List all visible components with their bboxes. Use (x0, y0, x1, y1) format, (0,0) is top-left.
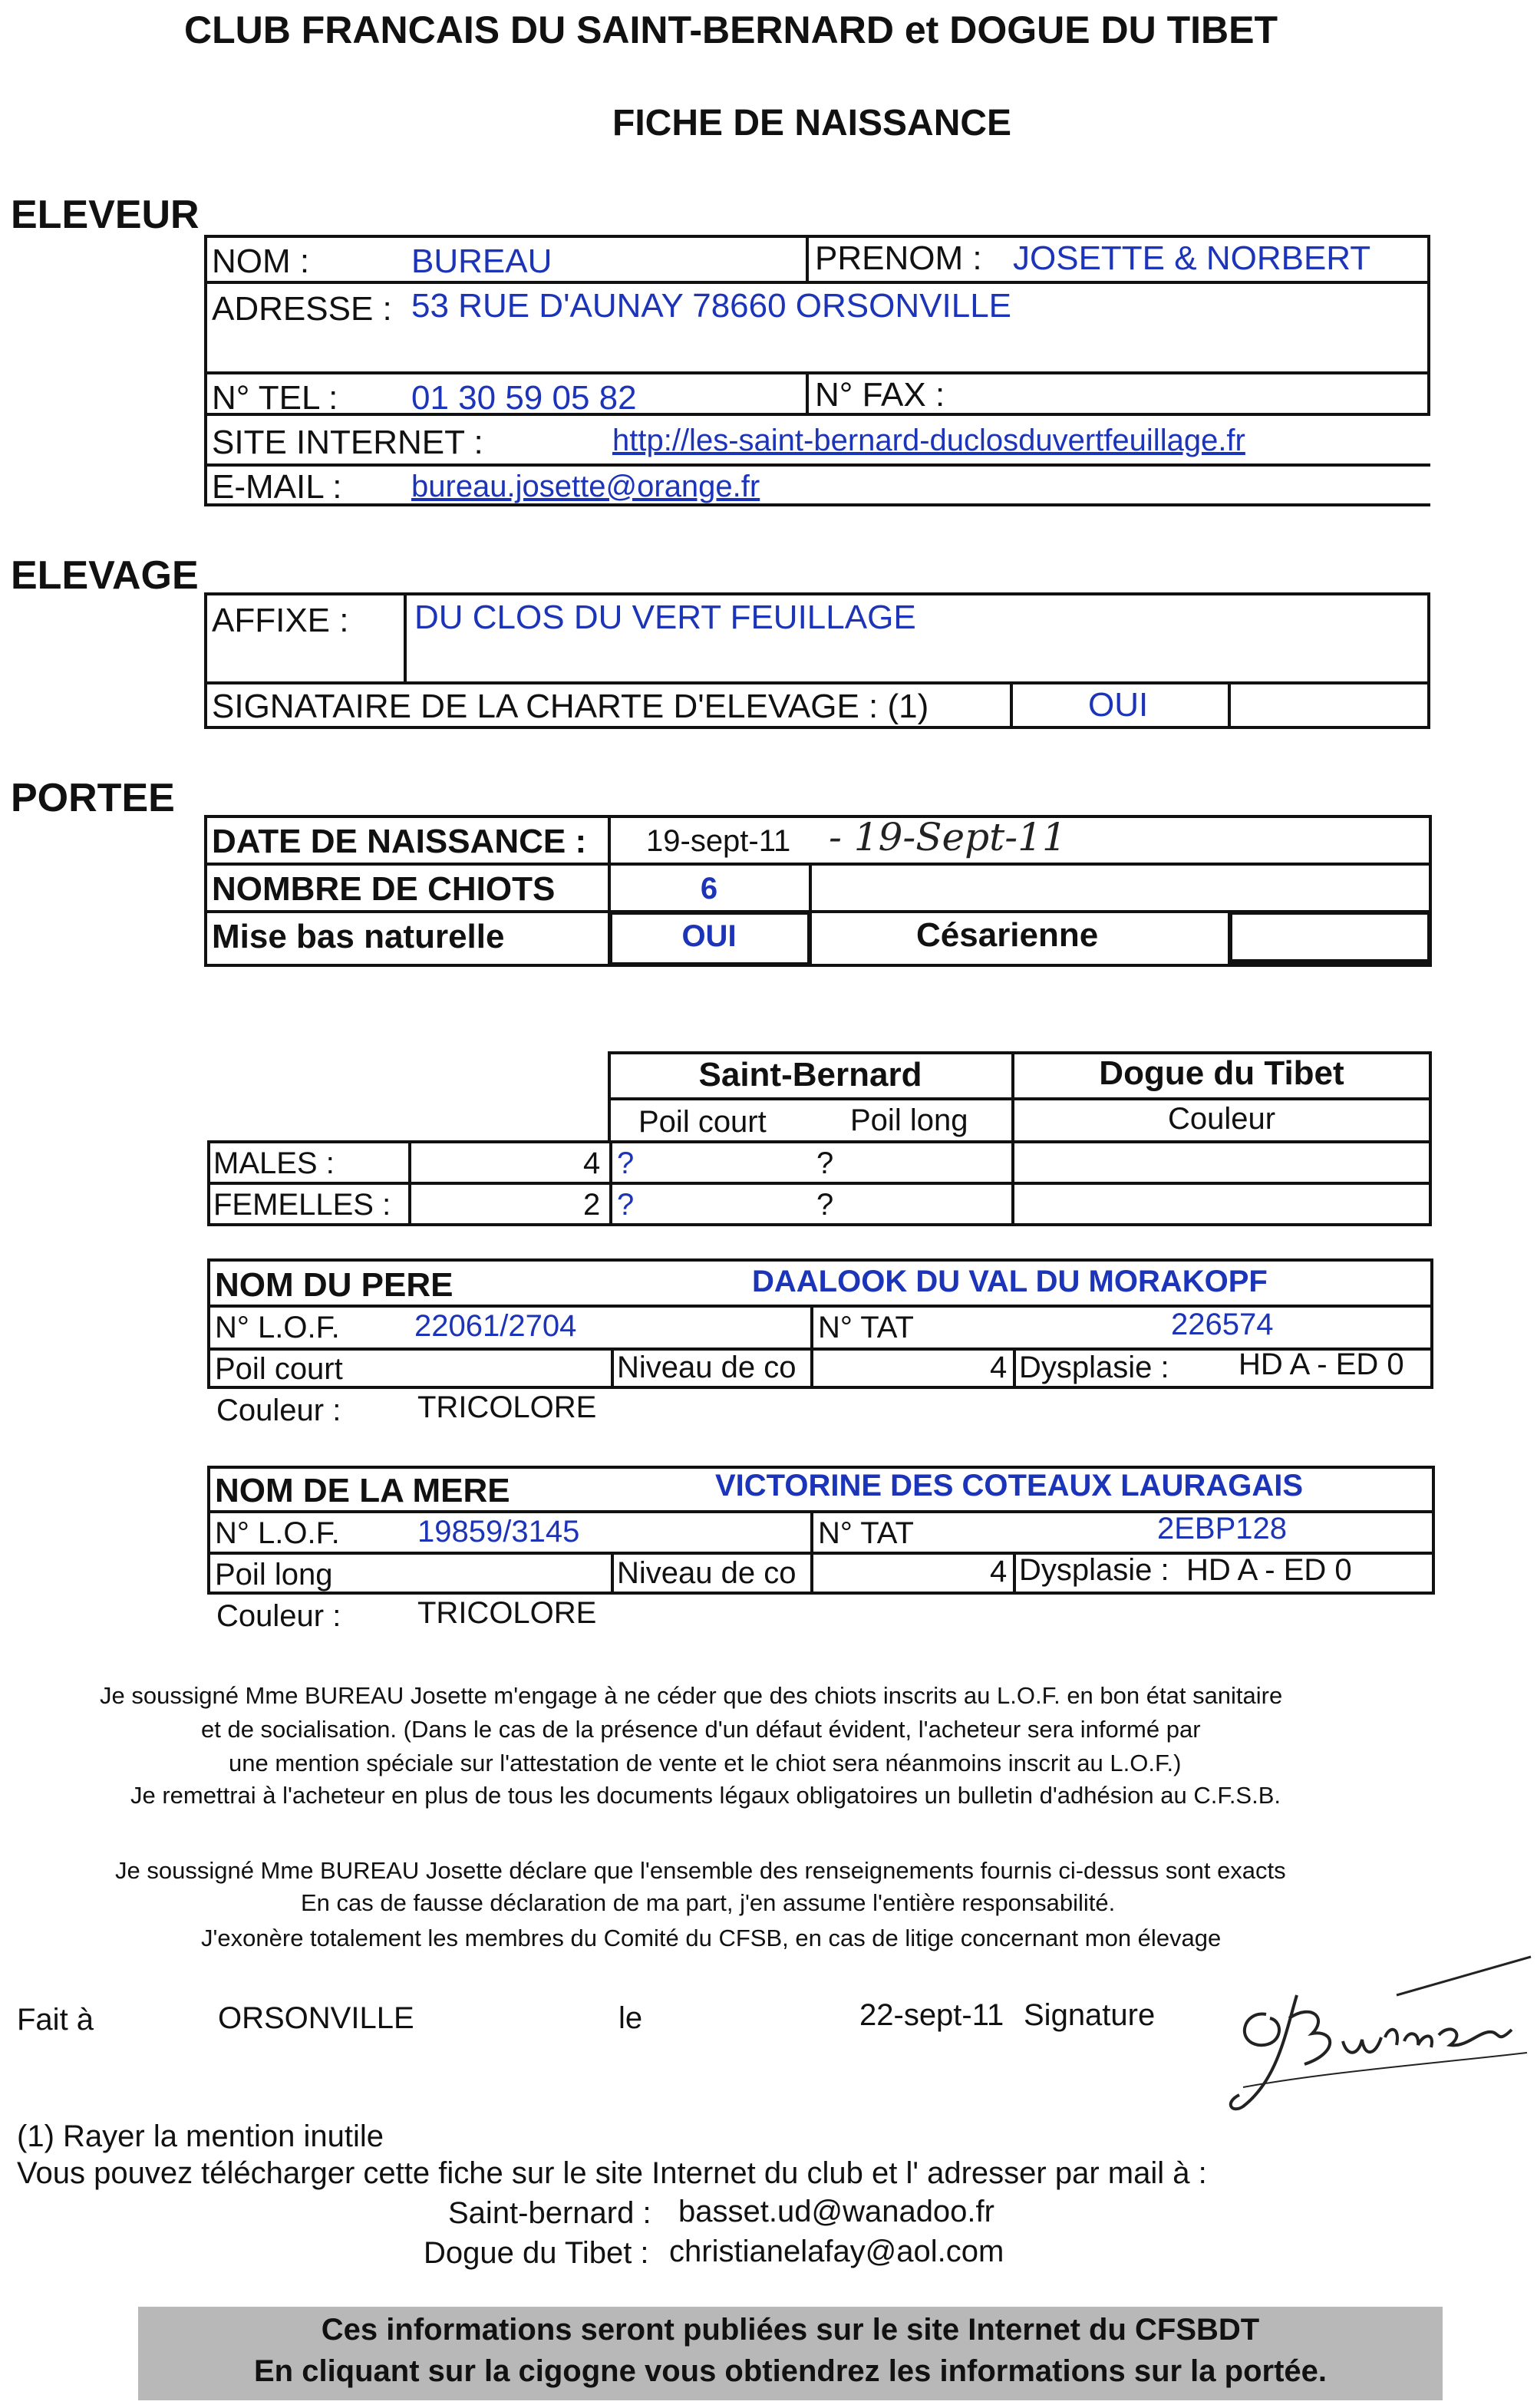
pere-dysplasie-label: Dysplasie : (1019, 1351, 1169, 1384)
pere-niveau-label: Niveau de co (617, 1351, 797, 1384)
engagement-line: Je soussigné Mme BUREAU Josette m'engage à ne céder que des chiots inscrits au L.O.F. en bon état sanitaire (100, 1682, 1283, 1709)
mere-tat: 2EBP128 (1157, 1512, 1288, 1545)
divider (806, 371, 809, 416)
section-elevage: ELEVAGE (11, 553, 199, 598)
divider (204, 371, 1430, 374)
divider (408, 1140, 411, 1226)
divider (204, 503, 1430, 506)
divider (608, 1097, 1432, 1100)
declaration-line: J'exonère totalement les membres du Comité du CFSB, en cas de litige concernant mon élevage (201, 1925, 1222, 1951)
couleur-header: Couleur (1167, 1102, 1276, 1136)
charte-value: OUI (1088, 686, 1149, 724)
cesarienne-cell (1228, 910, 1432, 964)
divider (204, 281, 1430, 284)
poil-long-header: Poil long (850, 1103, 968, 1137)
pere-dysplasie: HD A - ED 0 (1239, 1347, 1404, 1381)
engagement-line: Je remettrai à l'acheteur en plus de tous les documents légaux obligatoires un bulletin d'adhésion au C.F.S.B. (130, 1782, 1281, 1809)
naturelle-label: Mise bas naturelle (212, 918, 505, 955)
charte-label: SIGNATAIRE DE LA CHARTE D'ELEVAGE : (1) (212, 688, 929, 725)
divider (609, 1140, 612, 1226)
le-label: le (618, 2001, 643, 2035)
divider (204, 463, 1430, 467)
pere-niveau: 4 (990, 1351, 1008, 1384)
declaration-line: Je soussigné Mme BUREAU Josette déclare que l'ensemble des renseignements fournis ci-dessus sont exacts (115, 1857, 1286, 1884)
naturelle-value: OUI (681, 919, 737, 953)
fait-a-lieu: ORSONVILLE (218, 2001, 414, 2035)
males-count: 4 (583, 1146, 601, 1180)
email-label: E-MAIL : (212, 468, 342, 506)
adresse-label: ADRESSE : (212, 290, 392, 328)
section-eleveur: ELEVEUR (11, 193, 200, 237)
femelles-poil-long: ? (816, 1188, 834, 1222)
signature-date: 22-sept-11 (859, 1998, 1004, 2032)
divider (611, 1552, 614, 1595)
pere-couleur: TRICOLORE (417, 1390, 597, 1424)
prenom-value: JOSETTE & NORBERT (1013, 239, 1371, 277)
date-label: DATE DE NAISSANCE : (212, 823, 587, 860)
divider (404, 592, 407, 684)
mere-poil: Poil long (215, 1558, 333, 1592)
sb-contact-label: Saint-bernard : (448, 2196, 651, 2230)
prenom-label: PRENOM : (815, 239, 982, 277)
males-poil-court: ? (617, 1146, 635, 1180)
males-poil-long: ? (816, 1146, 834, 1180)
handwritten-signature (1212, 1949, 1535, 2126)
mere-lof-label: N° L.O.F. (215, 1516, 340, 1550)
femelles-count: 2 (583, 1188, 601, 1222)
date-value: 19-sept-11 (646, 824, 791, 858)
poil-court-header: Poil court (638, 1105, 767, 1139)
divider (1013, 1347, 1016, 1389)
divider (806, 235, 809, 284)
tel-value: 01 30 59 05 82 (411, 379, 637, 417)
divider (810, 1510, 813, 1595)
banner-line-1: Ces informations seront publiées sur le site Internet du CFSBDT (321, 2313, 1260, 2347)
affixe-value: DU CLOS DU VERT FEUILLAGE (414, 599, 916, 636)
mere-couleur-label: Couleur : (216, 1599, 341, 1633)
divider (1228, 681, 1231, 729)
divider (204, 414, 207, 506)
pere-lof-label: N° L.O.F. (215, 1311, 340, 1344)
mere-niveau-label: Niveau de co (617, 1556, 797, 1590)
pere-lof: 22061/2704 (414, 1309, 577, 1343)
form-title: FICHE DE NAISSANCE (612, 103, 1012, 143)
tel-label: N° TEL : (212, 379, 338, 417)
sb-header: Saint-Bernard (698, 1056, 922, 1093)
mere-niveau: 4 (990, 1555, 1008, 1588)
dt-header: Dogue du Tibet (1099, 1054, 1344, 1092)
date-handwritten: - 19-Sept-11 (829, 815, 1067, 859)
pere-poil: Poil court (215, 1352, 343, 1386)
mere-lof: 19859/3145 (417, 1515, 580, 1549)
pere-name: DAALOOK DU VAL DU MORAKOPF (752, 1265, 1268, 1298)
divider (611, 1347, 614, 1389)
divider (207, 1182, 1432, 1185)
pere-tat: 226574 (1171, 1308, 1274, 1341)
nom-value: BUREAU (411, 242, 552, 280)
fait-a-label: Fait à (17, 2003, 94, 2037)
email-link[interactable]: bureau.josette@orange.fr (411, 470, 760, 503)
divider (1010, 681, 1013, 729)
signature-label: Signature (1024, 1998, 1156, 2032)
mere-tat-label: N° TAT (818, 1516, 914, 1550)
affixe-label: AFFIXE : (212, 602, 349, 639)
mere-name: VICTORINE DES COTEAUX LAURAGAIS (715, 1469, 1303, 1503)
site-link[interactable]: http://les-saint-bernard-duclosduvertfeuillage.fr (612, 424, 1245, 457)
declaration-line: En cas de fausse déclaration de ma part, j'en assume l'entière responsabilité. (301, 1889, 1116, 1916)
pere-tat-label: N° TAT (818, 1311, 914, 1344)
download-instruction: Vous pouvez télécharger cette fiche sur le site Internet du club et l' adresser par mail à : (17, 2156, 1207, 2190)
mere-label: NOM DE LA MERE (215, 1472, 510, 1509)
mere-dysplasie: HD A - ED 0 (1186, 1553, 1352, 1587)
pere-couleur-label: Couleur : (216, 1394, 341, 1427)
nom-label: NOM : (212, 242, 310, 280)
engagement-line: une mention spéciale sur l'attestation de vente et le chiot sera néanmoins inscrit au L.O.F.) (229, 1750, 1182, 1776)
section-portee: PORTEE (11, 776, 175, 820)
nombre-label: NOMBRE DE CHIOTS (212, 870, 556, 908)
mere-couleur: TRICOLORE (417, 1596, 597, 1630)
cesarienne-label: Césarienne (916, 916, 1099, 954)
info-banner (138, 2307, 1443, 2400)
femelles-label: FEMELLES : (213, 1188, 391, 1222)
divider (204, 863, 1432, 866)
femelles-poil-court: ? (617, 1188, 635, 1222)
adresse-value: 53 RUE D'AUNAY 78660 ORSONVILLE (411, 287, 1012, 325)
fax-label: N° FAX : (815, 376, 945, 414)
sb-contact-email[interactable]: basset.ud@wanadoo.fr (678, 2195, 994, 2228)
nombre-value: 6 (700, 872, 718, 905)
pere-label: NOM DU PERE (215, 1266, 454, 1304)
site-label: SITE INTERNET : (212, 424, 483, 461)
banner-line-2: En cliquant sur la cigogne vous obtiendrez les informations sur la portée. (253, 2354, 1328, 2388)
dt-contact-label: Dogue du Tibet : (424, 2236, 649, 2270)
club-title: CLUB FRANCAIS DU SAINT-BERNARD et DOGUE DU TIBET (184, 8, 1278, 51)
rayer-note: (1) Rayer la mention inutile (17, 2119, 384, 2153)
divider (204, 681, 1430, 684)
males-label: MALES : (213, 1146, 335, 1180)
dt-contact-email[interactable]: christianelafay@aol.com (669, 2235, 1004, 2268)
divider (1013, 1552, 1016, 1595)
mere-dysplasie-label: Dysplasie : (1019, 1553, 1169, 1587)
engagement-line: et de socialisation. (Dans le cas de la présence d'un défaut évident, l'acheteur sera informé par (201, 1716, 1201, 1743)
divider (810, 1305, 813, 1389)
